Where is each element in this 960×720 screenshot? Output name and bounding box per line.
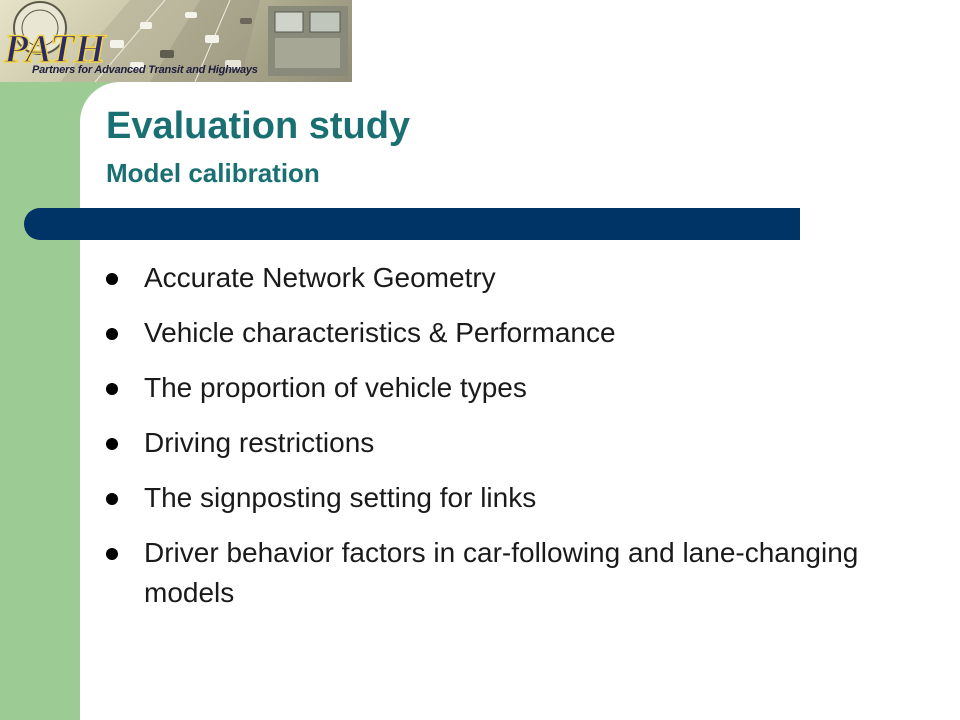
bullet-text: Driving restrictions (144, 427, 375, 458)
title-divider-bar (24, 208, 800, 240)
bullet-item (106, 313, 926, 353)
bullet-dot-icon (106, 273, 118, 285)
side-band (0, 0, 80, 720)
bullet-dot-icon (106, 548, 118, 560)
bullet-dot-icon (106, 328, 118, 340)
bullet-dot-icon (106, 493, 118, 505)
logo-tagline: Partners for Advanced Transit and Highways (32, 64, 258, 76)
bullet-item (106, 368, 926, 408)
slide-subtitle: Model calibration (106, 158, 320, 188)
bullet-text: The proportion of vehicle types (144, 372, 527, 403)
bullet-list (106, 258, 926, 628)
bullet-dot-icon (106, 383, 118, 395)
svg-text:PATH: PATH (4, 26, 106, 71)
bullet-text: The signposting setting for links (144, 482, 537, 513)
bullet-dot-icon (106, 438, 118, 450)
bullet-item (106, 258, 926, 298)
bullet-item (106, 423, 926, 463)
bullet-text: Vehicle characteristics & Performance (144, 317, 616, 348)
bullet-item (106, 478, 926, 518)
bullet-text: Driver behavior factors in car-following and lane-changing models (144, 537, 859, 608)
bullet-item (106, 533, 926, 613)
logo-banner (0, 0, 352, 82)
slide-title: Evaluation study (106, 105, 411, 147)
bullet-text: Accurate Network Geometry (144, 262, 496, 293)
